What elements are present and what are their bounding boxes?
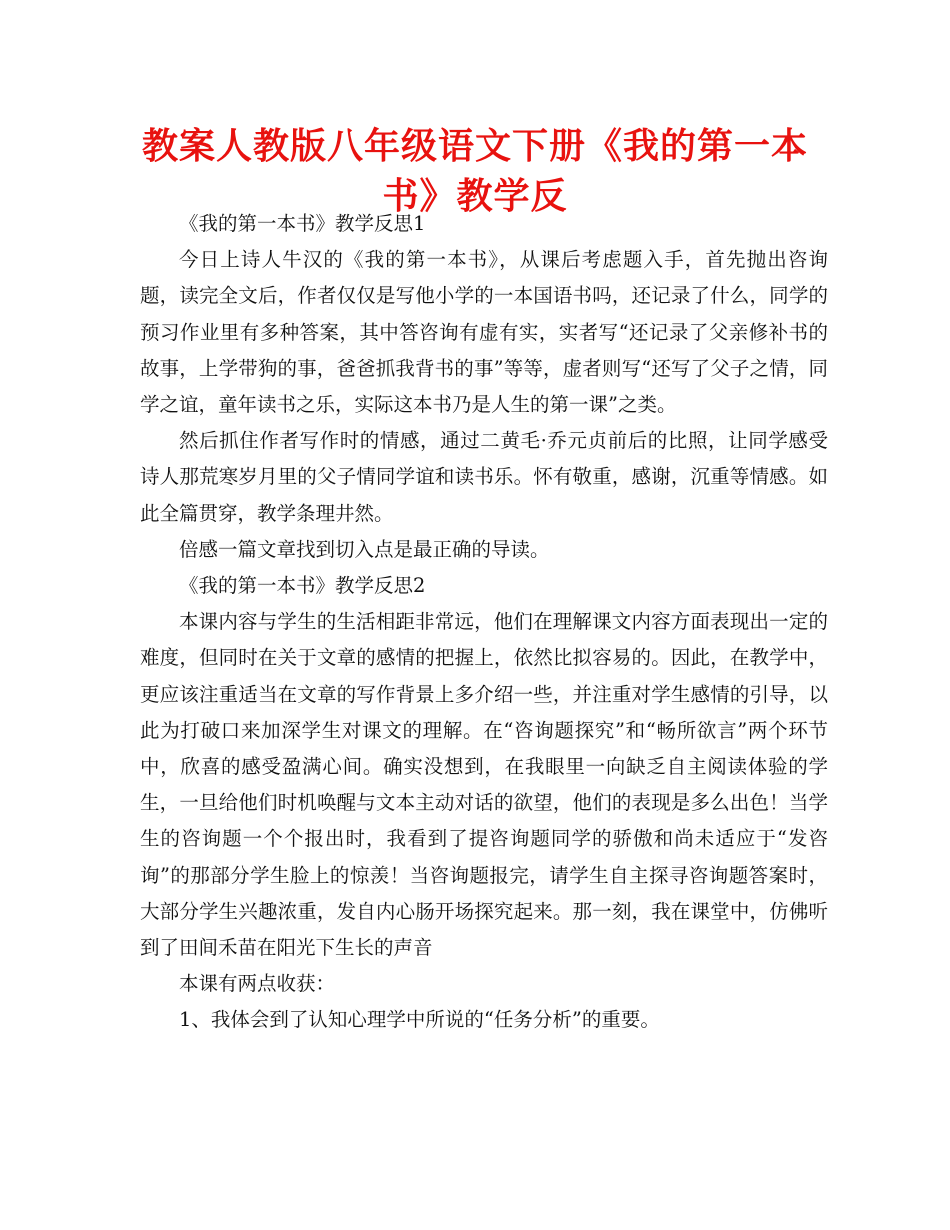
paragraph: 然后抓住作者写作时的情感，通过二黄毛·乔元贞前后的比照，让同学感受诗人那荒寒岁月里的父子情同学谊和读书乐。怀有敬重，感谢，沉重等情感。如此全篇贯穿，教学条理井然。 (140, 429, 828, 525)
paragraph: 本课内容与学生的生活相距非常远，他们在理解课文内容方面表现出一定的难度，但同时在关于文章的感情的把握上，依然比拟容易的。因此，在教学中，更应该注重适当在文章的写作背景上多介绍一些，并注重对学生感情的引导，以此为打破口来加深学生对课文的理解。在“咨询题探究”和“畅所欲言”两个环节中，欣喜的感受盈满心间。确实没想到，在我眼里一向缺乏自主阅读体验的学生，一旦给他们时机唤醒与文本主动对话的欲望，他们的表现是多么出色！当学生的咨询题一个个报出时，我看到了提咨询题同学的骄傲和尚未适应于“发咨询”的那部分学生脸上的惊羡！当咨询题报完，请学生自主探寻咨询题答案时，大部分学生兴趣浓重，发自内心肠开场探究起来。那一刻，我在课堂中，仿佛听到了田间禾苗在阳光下生长的声音 (140, 610, 828, 960)
document-title: 教案人教版八年级语文下册《我的第一本书》教学反 (141, 126, 808, 217)
section-heading-2: 《我的第一本书》教学反思2 (179, 574, 426, 598)
paragraph: 本课有两点收获： (179, 972, 336, 996)
paragraph: 倍感一篇文章找到切入点是最正确的导读。 (179, 537, 550, 561)
list-item: 1、我体会到了认知心理学中所说的“任务分析”的重要。 (179, 1008, 660, 1032)
document-body (140, 206, 828, 1039)
paragraph: 今日上诗人牛汉的《我的第一本书》，从课后考虑题入手，首先抛出咨询题，读完全文后，作者仅仅是写他小学的一本国语书吗，还记录了什么，同学的预习作业里有多种答案，其中答咨询有虚有实，实者写“还记录了父亲修补书的故事，上学带狗的事，爸爸抓我背书的事”等等，虚者则写“还写了父子之情，同学之谊，童年读书之乐，实际这本书乃是人生的第一课”之类。 (140, 248, 828, 417)
section-heading-1: 《我的第一本书》教学反思1 (179, 212, 426, 235)
